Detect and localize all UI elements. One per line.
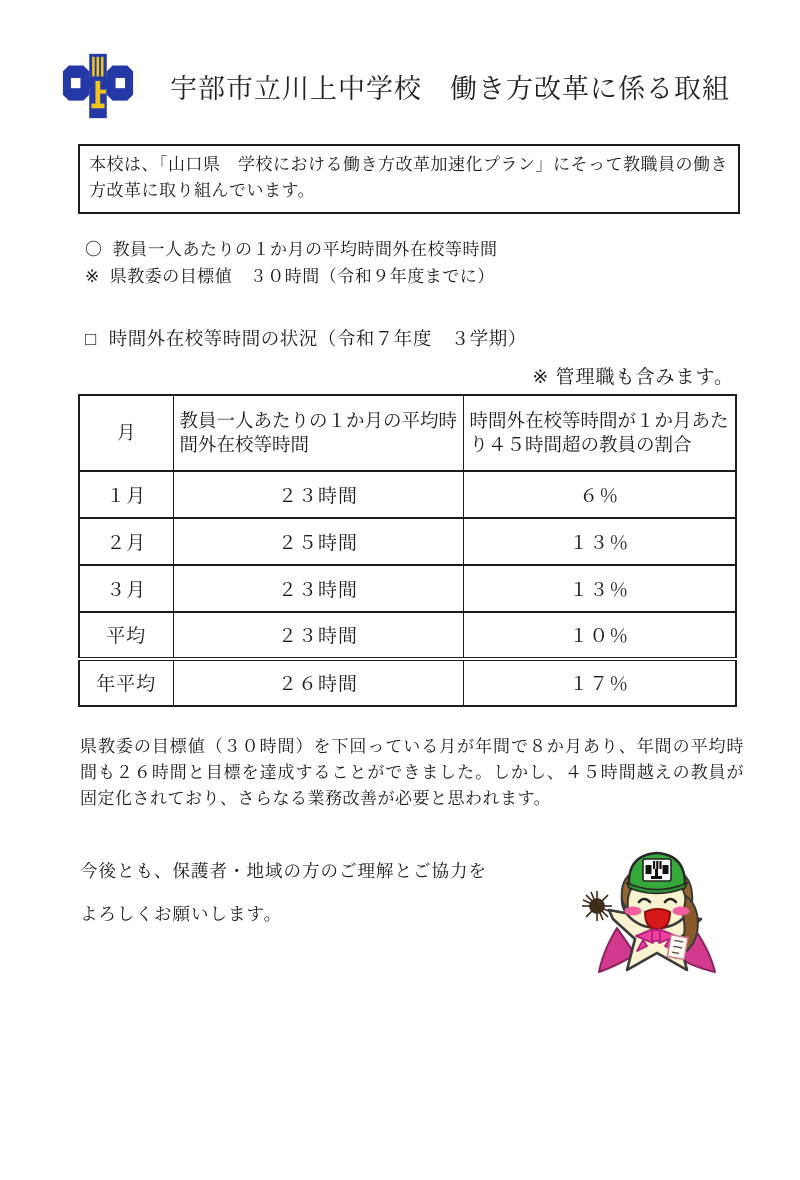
closing-line-2: よろしくお願いします。 (80, 903, 283, 924)
mascot-left-cheek (625, 907, 642, 916)
cell-hours: ２５時間 (173, 518, 463, 565)
cell-month: ３月 (79, 565, 173, 612)
note-text: 県教委の目標値 ３０時間（令和９年度までに） (109, 267, 495, 287)
closing-line-1: 今後とも、保護者・地域の方のご理解とご協力を (80, 860, 487, 881)
management-note: ※ 管理職も含みます。 (532, 366, 734, 388)
reference-marker: ※ (85, 267, 100, 287)
summary-paragraph: 県教委の目標値（３０時間）を下回っている月が年間で８か月あり、年間の平均時間も２６時間と目標を達成することができました。しかし、４５時間越えの教員が固定化されており、さらなる業務改善が必要と思われます。 (80, 736, 744, 808)
square-marker: □ (85, 327, 97, 349)
mascot-name-tag (667, 935, 688, 960)
cell-rate: ６％ (463, 471, 736, 518)
table-row (79, 518, 736, 565)
section-title: 時間外在校等時間の状況（令和７年度 ３学期） (108, 327, 527, 349)
cell-month: １月 (79, 471, 173, 518)
note-line (85, 263, 740, 291)
table-row (79, 612, 736, 659)
cell-month: ２月 (79, 518, 173, 565)
circle-marker: 〇 (85, 239, 103, 259)
intro-box (78, 144, 740, 214)
cell-rate: １３％ (463, 518, 736, 565)
star-mascot-illustration (573, 836, 741, 988)
table-row (79, 471, 736, 518)
cell-hours: ２３時間 (173, 565, 463, 612)
mascot-mouth (645, 909, 670, 929)
document-page (0, 50, 800, 1180)
section-heading (85, 325, 740, 351)
cell-rate: １３％ (463, 565, 736, 612)
cell-rate: １７％ (463, 659, 736, 706)
mascot-right-cheek (673, 907, 690, 916)
intro-text: 本校は、「山口県 学校における働き方改革加速化プラン」にそって教職員の働き方改革に取り組んでいます。 (89, 155, 728, 201)
cell-month: 平均 (79, 612, 173, 659)
mascot (573, 836, 741, 988)
table-header-row (79, 395, 736, 471)
table-row (79, 565, 736, 612)
cell-hours: ２３時間 (173, 612, 463, 659)
overtime-table (78, 394, 737, 707)
school-emblem-logo (60, 50, 136, 122)
header-over45-rate: 時間外在校等時間が１か月あたり４５時間超の教員の割合 (463, 395, 736, 471)
header-average-hours: 教員一人あたりの１か月の平均時間外在校等時間 (173, 395, 463, 471)
note-text: 教員一人あたりの１か月の平均時間外在校等時間 (112, 239, 498, 259)
header (60, 50, 740, 122)
cell-hours: ２３時間 (173, 471, 463, 518)
note-line (85, 236, 740, 264)
page-title: 宇部市立川上中学校 働き方改革に係る取組 (170, 73, 730, 104)
cell-rate: １０％ (463, 612, 736, 659)
pompom-icon (582, 891, 612, 921)
cell-month: 年平均 (79, 659, 173, 706)
cell-hours: ２６時間 (173, 659, 463, 706)
table-row-year-average (79, 659, 736, 706)
header-month: 月 (79, 395, 173, 471)
notes (85, 236, 740, 291)
